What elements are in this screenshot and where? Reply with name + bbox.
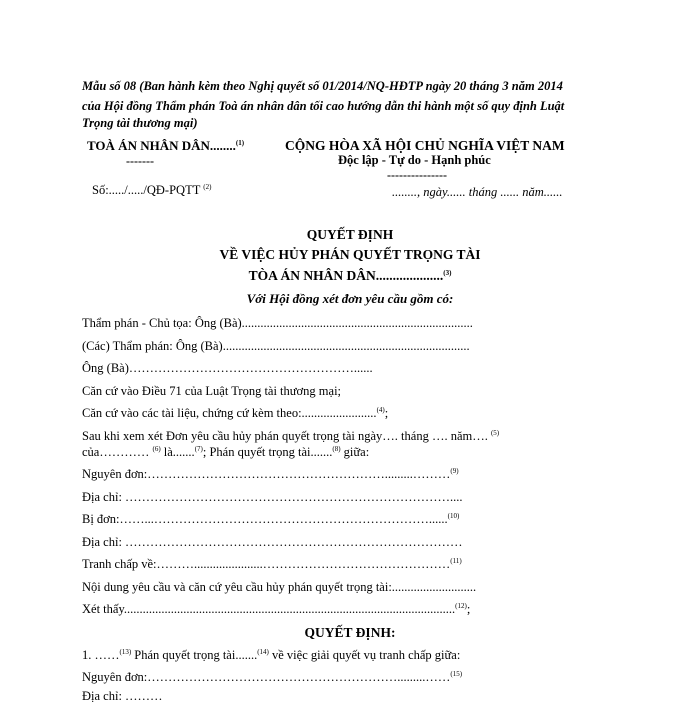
decision-item-1	[82, 648, 460, 663]
decision-heading: QUYẾT ĐỊNH:	[304, 625, 396, 640]
plaintiff-line	[82, 467, 459, 482]
between-text: giữa:	[340, 445, 370, 459]
footnote-marker: (11)	[450, 557, 462, 565]
evidence-text: Căn cứ vào các tài liệu, chứng cứ kèm theo:........................	[82, 406, 377, 420]
request-review-line	[82, 429, 499, 444]
consideration-text: Xét thấy..........................................................................................................	[82, 602, 456, 616]
national-motto: Độc lập - Tự do - Hạnh phúc	[338, 153, 491, 167]
footnote-marker: (4)	[376, 406, 385, 414]
doc-subject: VỀ VIỆC HỦY PHÁN QUYẾT TRỌNG TÀI	[219, 247, 481, 262]
footnote-marker: (9)	[450, 467, 459, 475]
country-name: CỘNG HÒA XÃ HỘI CHỦ NGHĨA VIỆT NAM	[285, 138, 565, 153]
footnote-marker: (7)	[194, 445, 203, 453]
issuing-court	[0, 268, 700, 284]
member-line: Ông (Bà)………………………………………………......	[82, 361, 373, 375]
dispute-line	[82, 557, 462, 572]
footnote-marker: (10)	[447, 512, 460, 520]
motto-divider: ---------------	[387, 168, 447, 182]
footnote-marker: (6)	[152, 445, 161, 453]
footnote-marker: (14)	[257, 648, 269, 656]
award-ref: ; Phán quyết trọng tài.......	[202, 445, 333, 459]
plaintiff-text: Nguyên đơn:………………………………………………….........………	[82, 467, 451, 481]
punctuation: ;	[466, 602, 471, 616]
court-name-text: TOÀ ÁN NHÂN DÂN........	[87, 138, 236, 153]
evidence-line	[82, 406, 388, 421]
requester-text: của…………	[82, 445, 150, 459]
presiding-judge-line: Thẩm phán - Chủ tọa: Ông (Bà)..........................................................................	[82, 316, 473, 330]
dispute-between-text: về việc giải quyết vụ tranh chấp giữa:	[268, 648, 461, 662]
award-text: Phán quyết trọng tài.......	[131, 648, 258, 662]
requester-role: là.......	[160, 445, 195, 459]
plaintiff-address-line: Địa chỉ: ……………………………………………………………………....	[82, 490, 463, 504]
form-note-line-3: Trọng tài thương mại)	[82, 116, 198, 130]
decision-address-line: Địa chỉ: ………	[82, 689, 163, 703]
form-note-line-1: Mẫu số 08 (Ban hành kèm theo Nghị quyết số 01/2014/NQ-HĐTP ngày 20 tháng 3 năm 2014	[82, 79, 563, 93]
decision-plaintiff-text: Nguyên đơn:…………………………………………………….........……	[82, 670, 451, 684]
footnote-marker: (13)	[119, 648, 132, 656]
decision-number	[92, 183, 211, 198]
requester-line	[82, 445, 369, 460]
footnote-marker: (12)	[455, 602, 467, 610]
court-name	[87, 138, 244, 154]
legal-basis-line: Căn cứ vào Điều 71 của Luật Trọng tài thương mại;	[82, 384, 342, 398]
consideration-line	[82, 602, 470, 617]
issue-date: ........, ngày...... tháng ...... năm......	[392, 185, 563, 199]
defendant-address-line: Địa chỉ: ………………………………………………………………………	[82, 535, 463, 549]
defendant-text: Bị đơn:……...…………………………………………………………......	[82, 512, 448, 526]
defendant-line	[82, 512, 459, 527]
issuing-court-text: TÒA ÁN NHÂN DÂN....................	[248, 268, 444, 283]
footnote-marker: (3)	[443, 269, 452, 277]
doc-title: QUYẾT ĐỊNH	[306, 227, 394, 242]
decision-plaintiff-line	[82, 670, 462, 685]
decision-item-text: 1. ……	[82, 648, 120, 662]
punctuation: ;	[384, 406, 389, 420]
form-note-line-2: của Hội đồng Thẩm phán Toà án nhân dân tối cao hướng dẫn thi hành một số quy định Luật	[82, 99, 565, 113]
council-intro: Với Hội đồng xét đơn yêu cầu gồm có:	[246, 291, 454, 306]
decision-number-text: Số:...../...../QĐ-PQTT	[92, 183, 201, 197]
footnote-marker: (15)	[450, 670, 463, 678]
court-divider: -------	[126, 154, 154, 168]
request-content-line: Nội dung yêu cầu và căn cứ yêu cầu hủy phán quyết trọng tài:...........................	[82, 580, 477, 594]
request-review-text: Sau khi xem xét Đơn yêu cầu hủy phán quyết trọng tài ngày…. tháng …. năm….	[82, 429, 488, 443]
dispute-text: Tranh chấp về:………......................………………………………………	[82, 557, 451, 571]
footnote-marker: (5)	[490, 429, 500, 437]
footnote-marker: (8)	[332, 445, 341, 453]
footnote-marker: (2)	[203, 183, 212, 191]
judges-line: (Các) Thẩm phán: Ông (Bà)...............................................................................	[82, 339, 470, 353]
footnote-marker: (1)	[235, 139, 245, 147]
